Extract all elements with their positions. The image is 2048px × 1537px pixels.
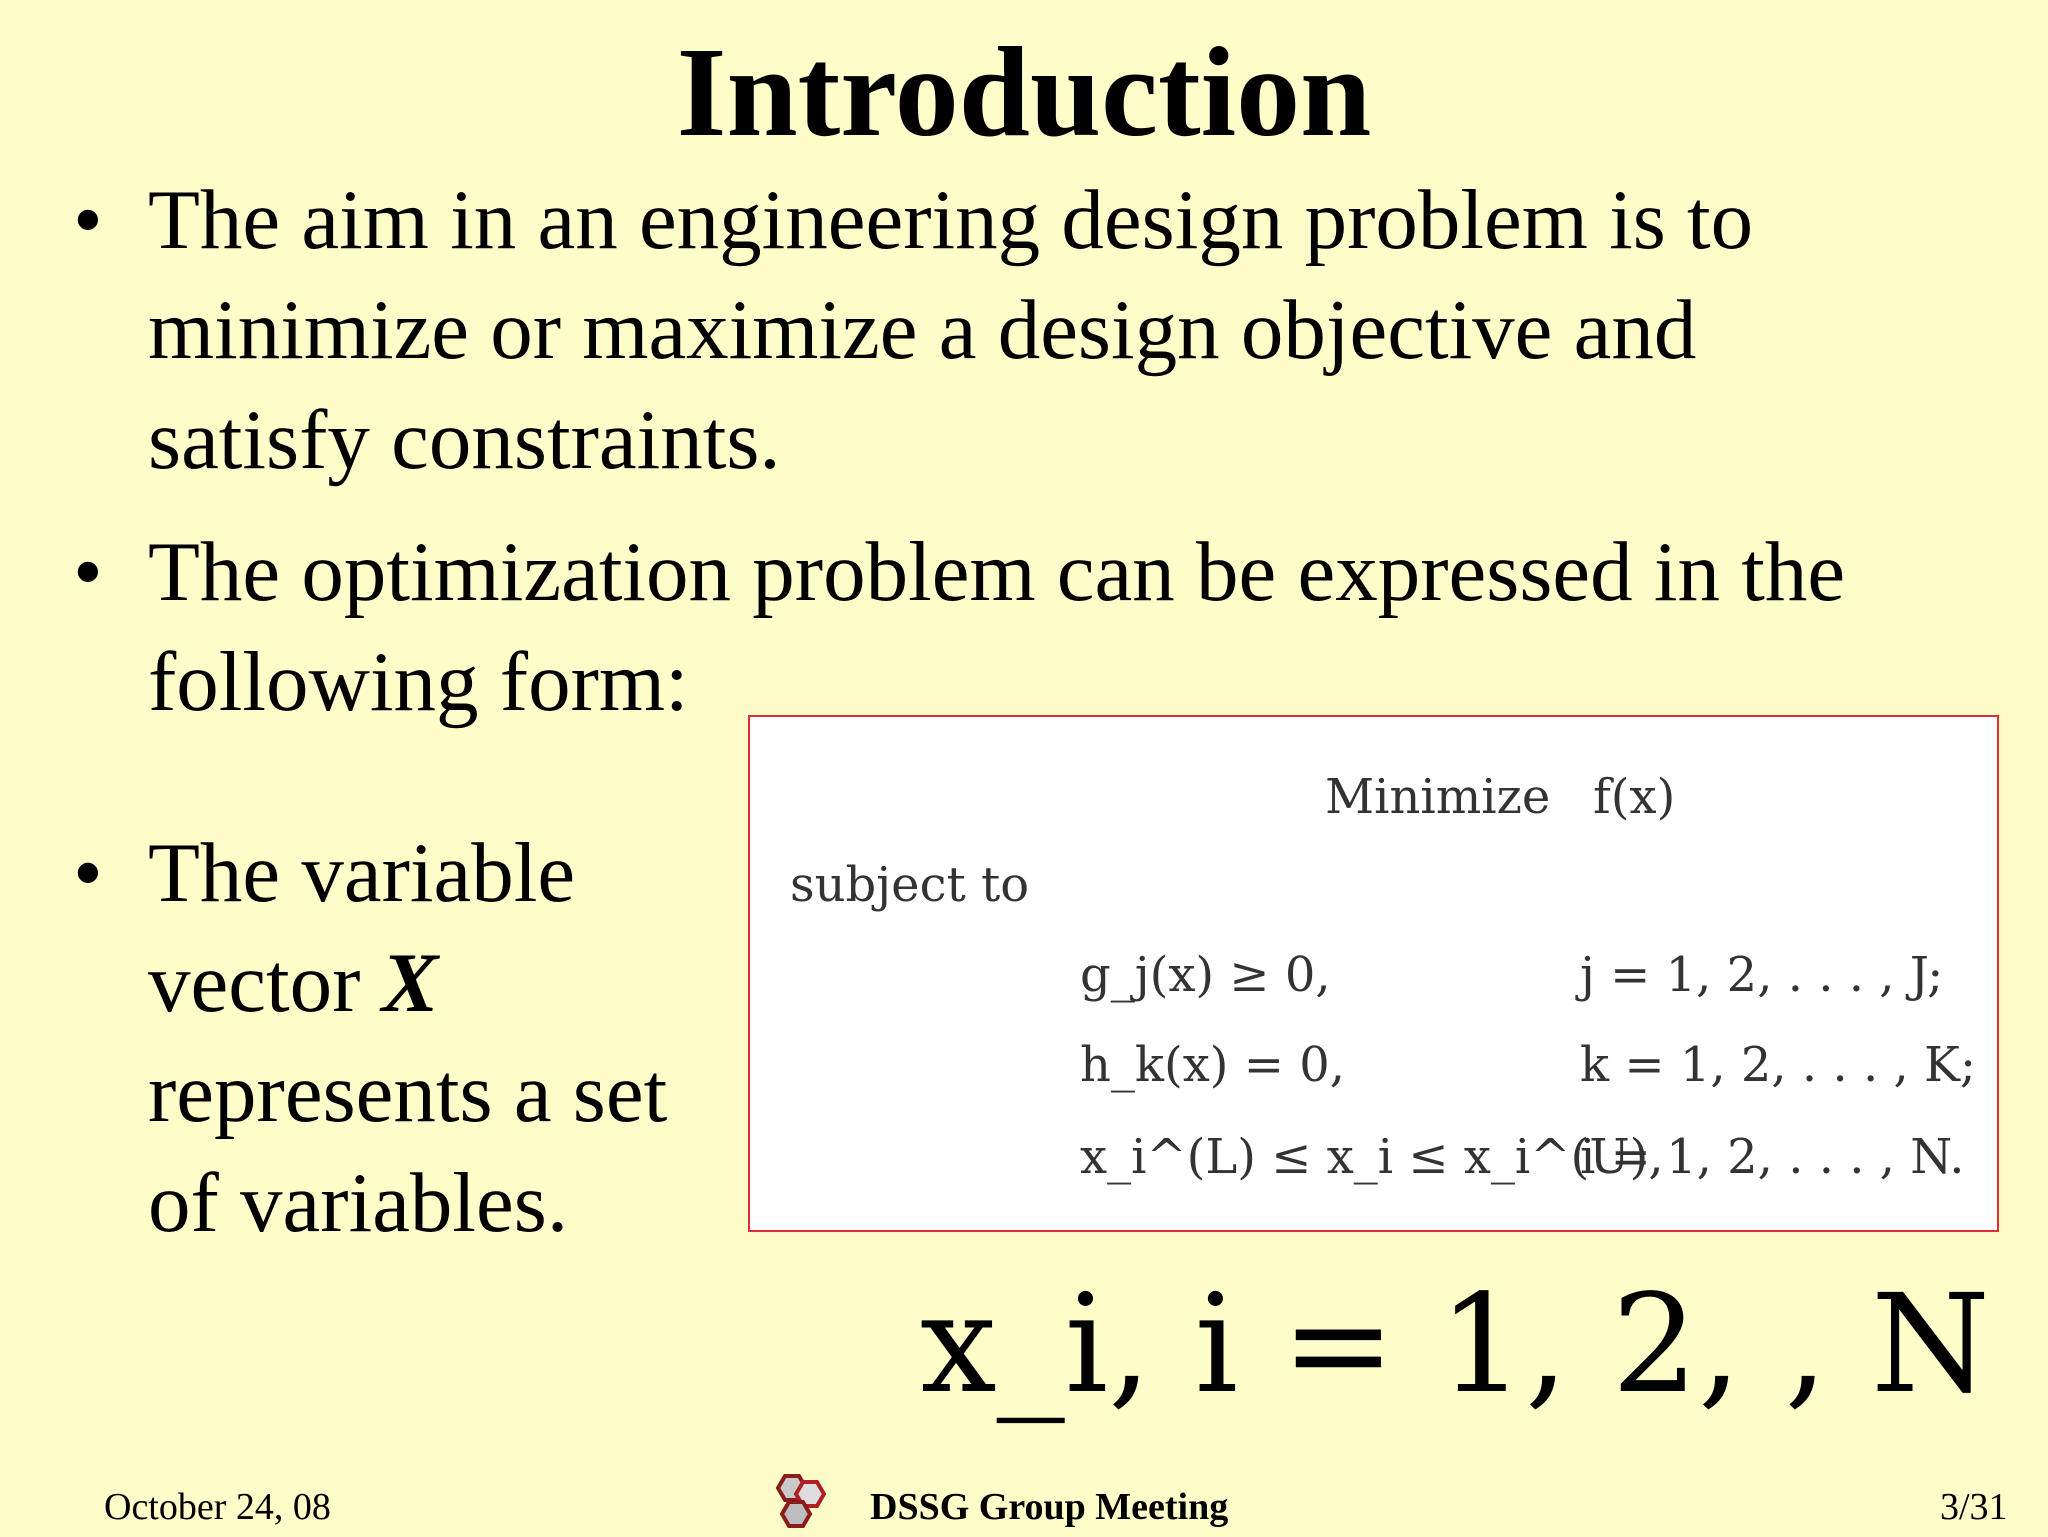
constraint-range: k = 1, 2, . . . , K;	[1580, 1037, 1977, 1093]
bullet-line: satisfy constraints.	[148, 393, 781, 487]
bullet-line: The optimization problem can be expressed in the	[148, 525, 1846, 619]
constraint-range: i = 1, 2, . . . , N.	[1580, 1129, 1965, 1185]
objective-function: f(x)	[1593, 769, 1676, 825]
constraint-range: j = 1, 2, . . . , J;	[1580, 947, 1944, 1003]
bullet-variable-vector	[73, 818, 748, 1258]
slide-title: Introduction	[676, 21, 1372, 163]
constraint-inequality: g_j(x) ≥ 0,	[1080, 947, 1331, 1003]
footer-date: October 24, 08	[104, 1486, 331, 1528]
bullet-line: following form:	[148, 635, 689, 729]
footer-page-number: 3/31	[1940, 1486, 2008, 1528]
bullet-line	[148, 928, 748, 1038]
bullet-dot: •	[73, 826, 103, 920]
bullet-aim	[73, 165, 1998, 495]
bullet-line: of variables.	[148, 1156, 569, 1250]
variable-index-equation: x_i, i = 1, 2, , N	[920, 1266, 1991, 1424]
variable-bounds: x_i^(L) ≤ x_i ≤ x_i^(U),	[1080, 1129, 1664, 1185]
bullet-line: minimize or maximize a design objective and	[148, 283, 1697, 377]
bullet-dot: •	[73, 525, 103, 619]
bullet-line: represents a set	[148, 1046, 668, 1140]
minimize-label: Minimize	[1325, 769, 1551, 825]
footer-meeting-title: DSSG Group Meeting	[870, 1486, 1229, 1528]
bullet-dot: •	[73, 173, 103, 267]
bullet-line-text: vector	[148, 936, 382, 1030]
bullet-line: The variable	[148, 826, 576, 920]
subject-to-label: subject to	[790, 857, 1030, 913]
bullet-optimization	[73, 517, 1998, 737]
bullet-line: The aim in an engineering design problem is to	[148, 173, 1754, 267]
vector-x-symbol: X	[381, 936, 439, 1030]
constraint-equality: h_k(x) = 0,	[1080, 1037, 1346, 1093]
optimization-formula-box	[748, 715, 1999, 1232]
hexagon-logo-icon	[765, 1472, 835, 1534]
